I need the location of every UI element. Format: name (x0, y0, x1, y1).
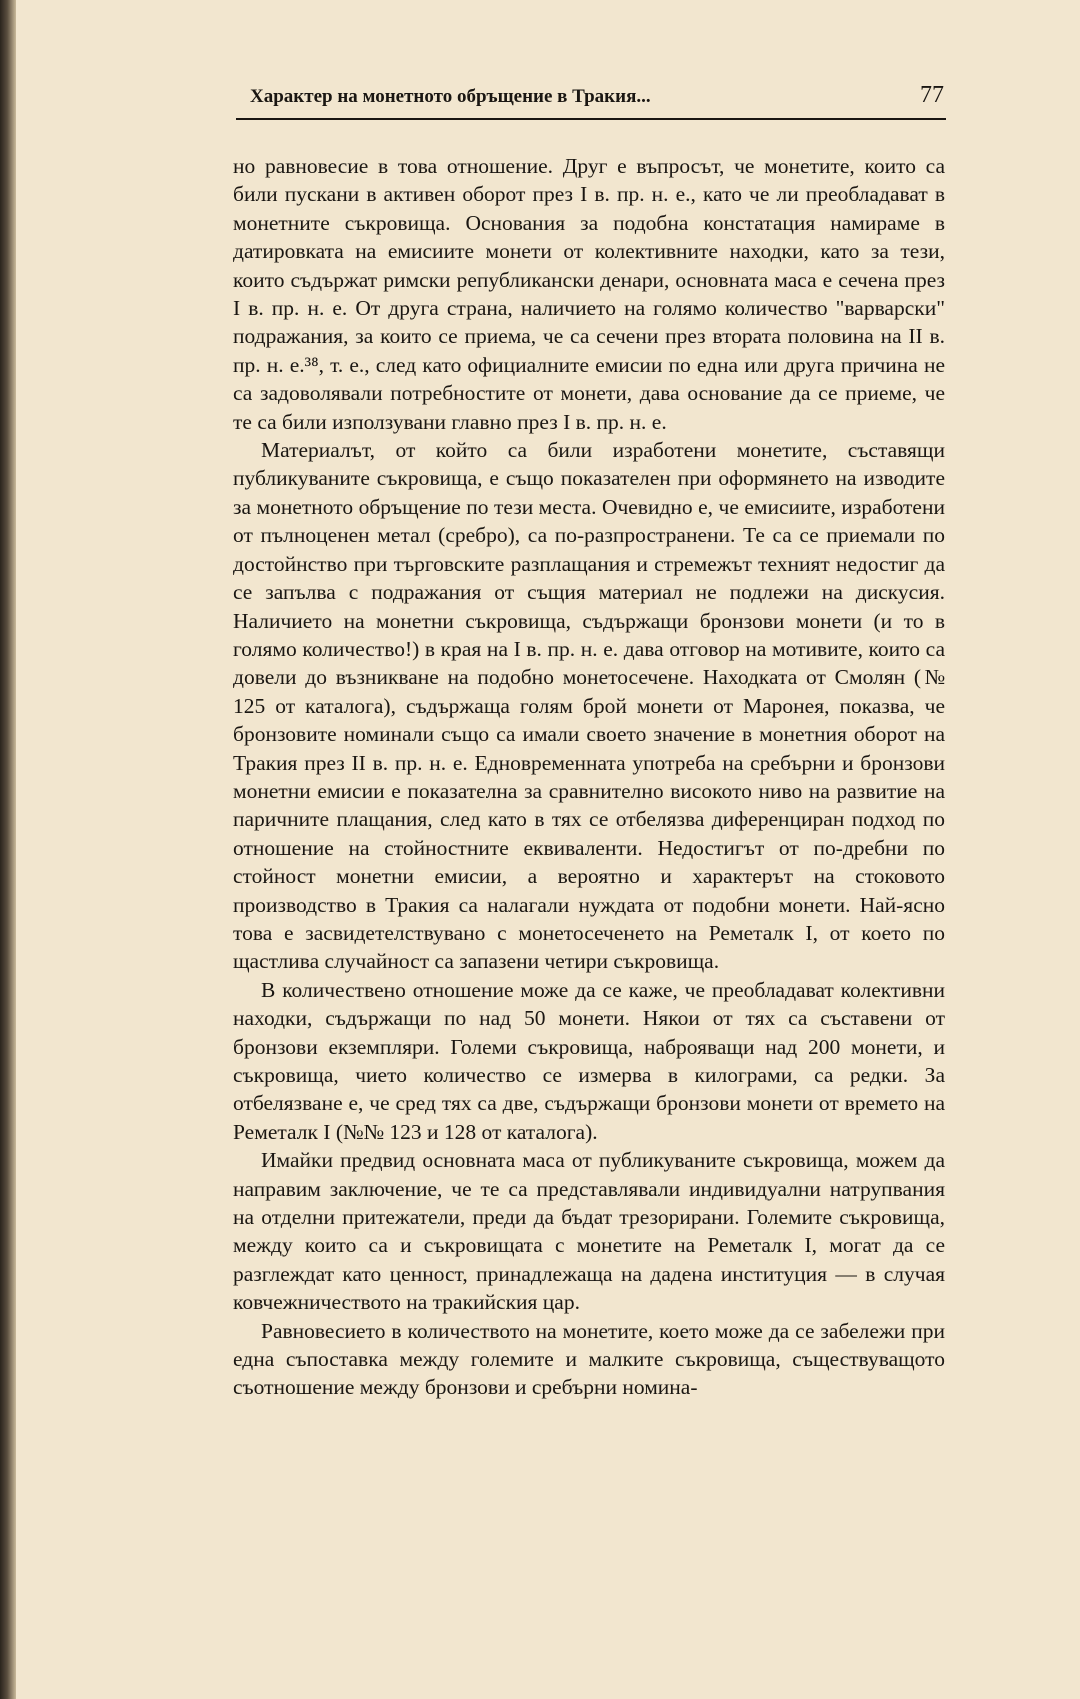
paragraph-2: Материалът, от който са били изработени монетите, съставящи публикуваните съкровища, е също показателен при оформянето на изводите за монетното обръщение по тези места. Очевидно е, че емисиите, изработени от пълноценен метал (сребро), са по-разпространени. Те са се приемали по достойнство при търговските разплащания и стремежът техният недостиг да се запълва с подражания от същия материал не подлежи на дискусия. Наличието на монетни съкровища, съдържащи бронзови монети (и то в голямо количество!) в края на I в. пр. н. е. дава отговор на мотивите, които са довели до възникване на подобно монетосечене. Находката от Смолян (№ 125 от каталога), съдържаща голям брой монети от Маронея, показва, че бронзовите номинали също са имали своето значение в монетния оборот на Тракия през II в. пр. н. е. Едновременната употреба на сребърни и бронзови монетни емисии е показателна за сравнително високото ниво на развитие на паричните плащания, след като в тях се отбелязва диференциран подход по отношение на стойностните еквиваленти. Недостигът от по-дребни по стойност монетни емисии, а вероятно и характерът на стоковото производство в Тракия са налагали нуждата от подобни монети. Най-ясно това е засвидетелствувано с монетосеченето на Реметалк I, от което по щастлива случайност са запазени четири съкровища. (233, 438, 945, 974)
paragraph-5: Равновесието в количеството на монетите, което може да се забележи при една съпоставка между големите и малките съкровища, съществуващото съотношение между бронзови и сребърни номина- (233, 1318, 945, 1400)
running-title: Характер на монетното обръщение в Тракия... (250, 86, 651, 107)
paragraph-1: но равновесие в това отношение. Друг е въпросът, че монетите, които са били пускани в активен оборот през I в. пр. н. е., като че ли преобладават в монетните съкровища. Основания за подобна констатация намираме в датировката на емисиите монети от колективните находки, като за тези, които съдържат римски републикански денари, основната маса е сечена през I в. пр. н. е. От друга страна, наличието на голямо количество "варварски" подражания, за които се приема, че са сечени през втората половина на II в. пр. н. е.³⁸, т. е., след като официалните емисии по една или друга причина не са задоволявали потребностите от монети, дава основание да се приеме, че те са били използувани главно през I в. пр. н. е. (233, 154, 945, 434)
body-text (233, 152, 945, 1402)
paragraph-3: В количествено отношение може да се каже, че преобладават колективни находки, съдържащи по над 50 монети. Някои от тях са съставени от бронзови екземпляри. Големи съкровища, наброяващи над 200 монети, и съкровища, чието количество се измерва в килограми, са редки. За отбелязване е, че сред тях са две, съдържащи бронзови монети от времето на Реметалк I (№№ 123 и 128 от каталога). (233, 977, 945, 1144)
page-number: 77 (920, 82, 944, 108)
running-head (236, 82, 944, 116)
header-rule (236, 118, 946, 120)
paragraph-4: Имайки предвид основната маса от публикуваните съкровища, можем да направим заключение, че те са представлявали индивидуални натрупвания на отделни притежатели, преди да бъдат трезорирани. Големите съкровища, между които са и съкровищата с монетите на Реметалк I, могат да се разглеждат като ценност, принадлежаща на дадена институция — в случая ковчежничеството на тракийския цар. (233, 1148, 945, 1315)
